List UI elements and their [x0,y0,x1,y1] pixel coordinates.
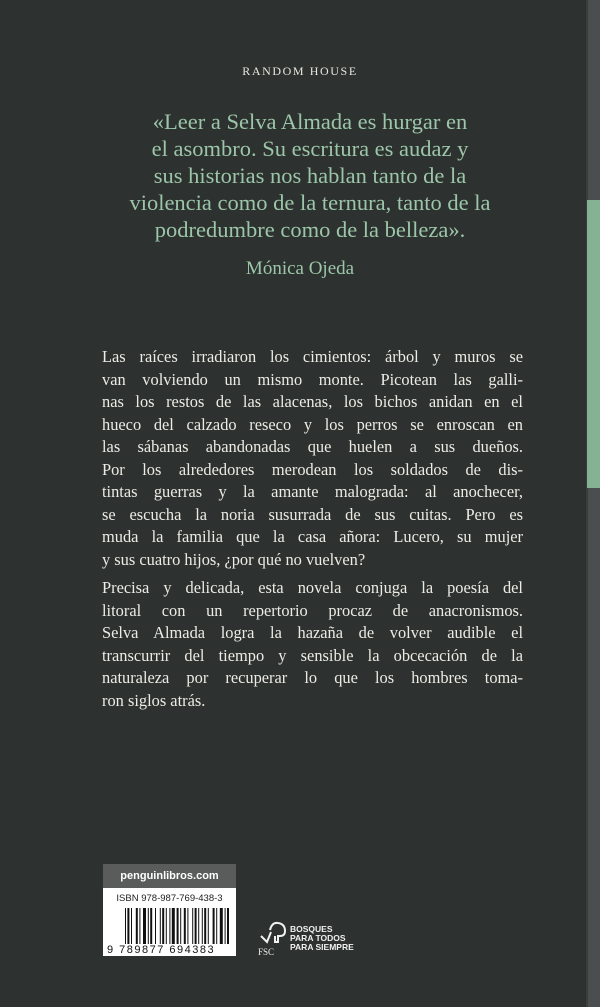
text-line: Selva Almada logra la hazaña de volver audible el [102,623,523,642]
text-line: litoral con un repertorio procaz de anacronismos. [102,600,523,620]
text-line: tintas guerras y la amante malograda: al anochecer, [102,482,523,501]
text-line: Las raíces irradiaron los cimientos: árbol y muros se [102,347,523,366]
text-line: y sus cuatro hijos, ¿por qué no vuelven? [102,549,366,569]
blurb-quote [120,108,500,243]
isbn-number: ISBN 978-987-769-438-3 [116,893,223,904]
spine-edge [586,0,600,1007]
text-line: ron siglos atrás. [102,690,206,710]
publisher-name: RANDOM HOUSE [242,64,358,78]
quote-line: el asombro. Su escritura es audaz y [151,136,469,161]
synopsis-paragraph-1 [102,346,523,571]
text-line: van volviendo un mismo monte. Picotean las galli- [102,369,523,389]
quote-line: sus historias nos hablan tanto de la [153,163,467,188]
quote-line: podredumbre como de la belleza». [154,217,466,242]
tagline-line: PARA TODOS [290,933,346,943]
text-line: nas los restos de las alacenas, los bichos anidan en el [102,392,523,411]
tagline-line: PARA SIEMPRE [290,942,354,952]
synopsis-paragraph-2 [102,577,523,712]
text-line: las sábanas abandonadas que huelen a sus dueños. [102,437,523,456]
text-line: hueco del calzado reseco y los perros se enroscan en [102,414,523,434]
fsc-label: FSC [258,947,275,957]
text-line: se escucha la noria susurrada de sus cuitas. Pero es [102,504,523,524]
quote-line: «Leer a Selva Almada es hurgar en [152,109,468,134]
fsc-tagline [290,925,354,952]
fsc-logo [258,920,368,960]
barcode-icon [125,908,229,948]
text-line: transcurrir del tiempo y sensible la obcecación de la [102,645,523,665]
text-line: muda la familia que la casa añora: Lucero, su mujer [102,527,523,546]
barcode-label [103,864,236,956]
ean-digits: 9 789877 694383 [107,944,216,956]
text-line: naturaleza por recuperar lo que los hombres toma- [102,668,523,687]
spine-color-band [587,200,600,488]
tree-check-icon [258,920,288,948]
quote-author: Mónica Ojeda [245,258,355,279]
tagline-line: BOSQUES [290,924,333,934]
text-line: Por los alrededores merodean los soldados de dis- [102,459,523,479]
website-url: penguinlibros.com [103,864,236,888]
quote-line: violencia como de la ternura, tanto de la [129,190,491,215]
text-line: Precisa y delicada, esta novela conjuga la poesía del [102,578,523,597]
